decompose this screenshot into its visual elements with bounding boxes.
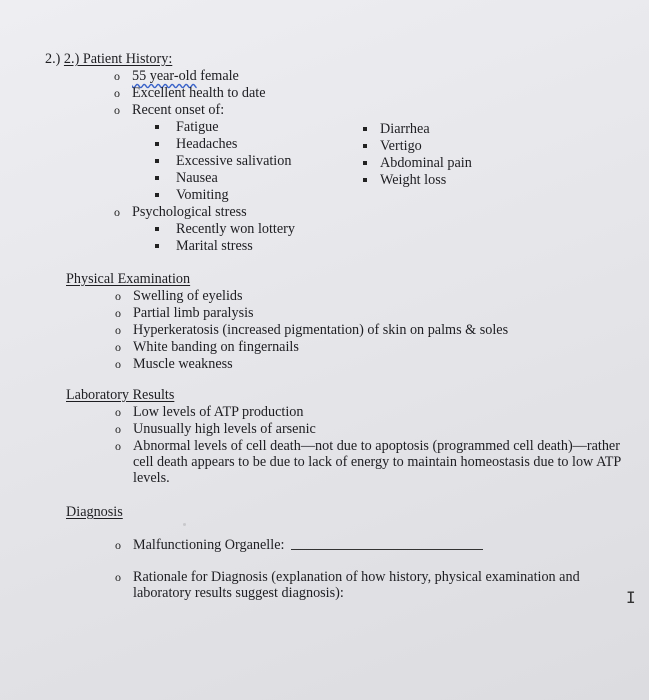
square-bullet-icon — [363, 178, 367, 182]
square-bullet-icon — [155, 125, 159, 129]
symptom-item: Headaches — [176, 136, 238, 152]
organelle-answer-blank[interactable] — [291, 549, 483, 550]
physical-heading: Physical Examination — [66, 271, 191, 287]
physical-item: Muscle weakness — [133, 356, 233, 372]
diagnosis-heading: Diagnosis — [66, 504, 123, 520]
history-item-psych: Psychological stress — [132, 204, 247, 220]
symptom-item: Vomiting — [176, 187, 229, 203]
history-item: Excellent health to date — [132, 85, 266, 101]
physical-item: Partial limb paralysis — [133, 305, 254, 321]
square-bullet-icon — [155, 142, 159, 146]
lab-item: Low levels of ATP production — [133, 404, 304, 420]
rationale-label: Rationale for Diagnosis (explanation of how history, physical examination and laboratory results suggest diagnosis): — [133, 569, 580, 601]
square-bullet-icon — [155, 159, 159, 163]
square-bullet-icon — [363, 127, 367, 131]
circle-bullet-icon: o — [115, 323, 121, 337]
circle-bullet-icon: o — [114, 205, 120, 219]
symptom-item: Diarrhea — [380, 121, 430, 137]
lab-item: Unusually high levels of arsenic — [133, 421, 316, 437]
circle-bullet-icon: o — [115, 439, 121, 453]
circle-bullet-icon: o — [114, 86, 120, 100]
square-bullet-icon — [155, 193, 159, 197]
square-bullet-icon — [363, 161, 367, 165]
history-heading-wrap: 2.) 2.) Patient History: — [45, 51, 173, 67]
lab-heading: Laboratory Results — [66, 387, 175, 403]
symptom-item: Nausea — [176, 170, 218, 186]
lab-item: Abnormal levels of cell death—not due to apoptosis (programmed cell death)—rather cell death appears to be due to lack of energy to maintain homeostasis due to low ATP levels. — [133, 438, 621, 486]
circle-bullet-icon: o — [115, 306, 121, 320]
speck — [183, 523, 186, 526]
circle-bullet-icon: o — [115, 422, 121, 436]
square-bullet-icon — [155, 227, 159, 231]
circle-bullet-icon: o — [115, 405, 121, 419]
physical-item: Swelling of eyelids — [133, 288, 243, 304]
circle-bullet-icon: o — [115, 538, 121, 552]
sex-text: female — [200, 68, 239, 84]
text-cursor-icon: I — [626, 588, 636, 607]
psych-item: Recently won lottery — [176, 221, 295, 237]
circle-bullet-icon: o — [114, 103, 120, 117]
circle-bullet-icon: o — [115, 570, 121, 584]
symptom-item: Abdominal pain — [380, 155, 472, 171]
history-item: Recent onset of: — [132, 102, 225, 118]
circle-bullet-icon: o — [115, 340, 121, 354]
psych-item: Marital stress — [176, 238, 253, 254]
symptom-item: Weight loss — [380, 172, 447, 188]
physical-item: Hyperkeratosis (increased pigmentation) of skin on palms & soles — [133, 322, 509, 338]
organelle-label: Malfunctioning Organelle: — [133, 537, 285, 553]
history-heading: 2.) Patient History: — [63, 51, 173, 67]
circle-bullet-icon: o — [114, 69, 120, 83]
circle-bullet-icon: o — [115, 357, 121, 371]
symptom-item: Vertigo — [380, 138, 422, 154]
symptom-item: Excessive salivation — [176, 153, 292, 169]
square-bullet-icon — [155, 176, 159, 180]
square-bullet-icon — [363, 144, 367, 148]
symptom-item: Fatigue — [176, 119, 219, 135]
circle-bullet-icon: o — [115, 289, 121, 303]
history-item-age — [132, 68, 239, 84]
age-text: 55 year-old — [132, 68, 197, 84]
square-bullet-icon — [155, 244, 159, 248]
physical-item: White banding on fingernails — [133, 339, 299, 355]
